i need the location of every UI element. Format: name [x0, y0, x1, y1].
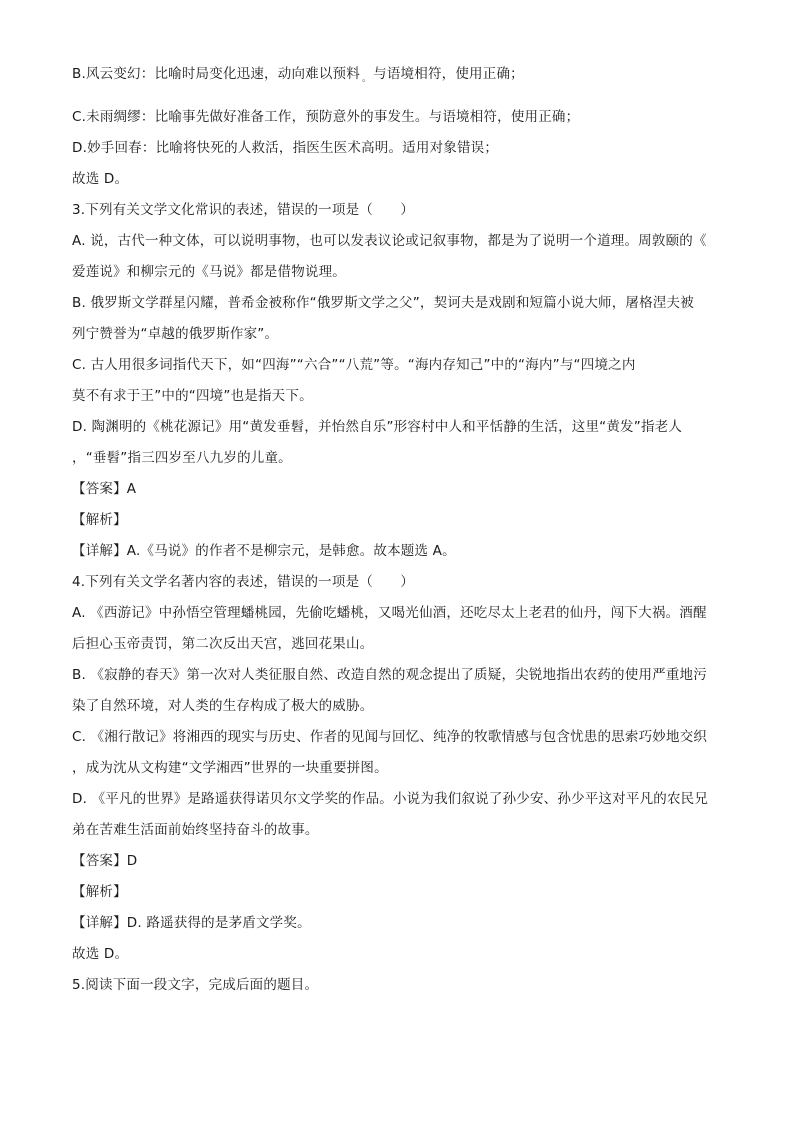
- conclusion-line: 故选 D。: [72, 946, 129, 962]
- text-span: B.风云变幻：比喻时局变化迅速，动向难以预料: [72, 66, 360, 82]
- question-4-option-c-line2: ，成为沈从文构建“文学湘西”世界的一块重要拼图。: [72, 760, 388, 776]
- analysis-label: 【解析】: [72, 512, 127, 528]
- option-c-explanation: C.未雨绸缪：比喻事先做好准备工作，预防意外的事发生。与语境相符，使用正确；: [72, 109, 580, 125]
- question-4-option-a-line1: A. 《西游记》中孙悟空管理蟠桃园，先偷吃蟠桃，又喝光仙酒，还吃尽太上老君的仙丹，闯下大祸。酒醒: [72, 605, 707, 621]
- question-3-option-d-line1: D. 陶渊明的《桃花源记》用“黄发垂髫，并怡然自乐”形容村中人和平恬静的生活，这里“黄发”指老人: [72, 419, 683, 435]
- question-3-option-a-line1: A. 说，古代一种文体，可以说明事物，也可以发表议论或记叙事物，都是为了说明一个道理。周敦颐的《: [72, 233, 707, 249]
- question-3-option-d-line2: ，“垂髫”指三四岁至八九岁的儿童。: [72, 450, 292, 466]
- conclusion-line: 故选 D。: [72, 171, 129, 187]
- question-3-stem: 3.下列有关文学文化常识的表述，错误的一项是（ ）: [72, 202, 415, 218]
- question-4-option-a-line2: 后担心玉帝责罚，第二次反出天宫，逃回花果山。: [72, 636, 374, 652]
- question-4-option-b-line2: 染了自然环境，对人类的生存构成了极大的威胁。: [72, 698, 374, 714]
- question-3-option-b-line2: 列宁赞誉为“卓越的俄罗斯作家”。: [72, 326, 279, 342]
- answer-label: 【答案】D: [72, 853, 138, 869]
- question-4-stem: 4.下列有关文学名著内容的表述，错误的一项是（ ）: [72, 574, 415, 590]
- question-4-option-b-line1: B. 《寂静的春天》第一次对人类征服自然、改造自然的观念提出了质疑，尖锐地指出农药的使用严重地污: [72, 667, 707, 683]
- punctuation-mark: 。: [361, 74, 372, 84]
- detail-explanation: 【详解】D. 路遥获得的是茅盾文学奖。: [72, 915, 311, 931]
- question-3-option-b-line1: B. 俄罗斯文学群星闪耀，普希金被称作“俄罗斯文学之父”，契诃夫是戏剧和短篇小说大师，屠格涅夫被: [72, 295, 694, 311]
- question-4-option-d-line2: 弟在苦难生活面前始终坚持奋斗的故事。: [72, 822, 319, 838]
- question-3-option-a-line2: 爱莲说》和柳宗元的《马说》都是借物说理。: [72, 264, 346, 280]
- text-span: 与语境相符，使用正确；: [373, 66, 524, 82]
- question-3-option-c-line2: 莫不有求于王”中的“四境”也是指天下。: [72, 388, 313, 404]
- question-3-option-c-line1: C. 古人用很多词指代天下，如“四海”“六合”“八荒”等。“海内存知己”中的“海内”与“四境之内: [72, 357, 636, 373]
- detail-explanation: 【详解】A.《马说》的作者不是柳宗元，是韩愈。故本题选 A。: [72, 543, 456, 559]
- question-4-option-d-line1: D. 《平凡的世界》是路遥获得诺贝尔文学奖的作品。小说为我们叙说了孙少安、孙少平这对平凡的农民兄: [72, 791, 709, 807]
- question-5-stem: 5.阅读下面一段文字，完成后面的题目。: [72, 977, 319, 993]
- question-4-option-c-line1: C. 《湘行散记》将湘西的现实与历史、作者的见闻与回忆、纯净的牧歌情感与包含忧患的思索巧妙地交织: [72, 729, 708, 745]
- document-page: [72, 64, 732, 995]
- analysis-label: 【解析】: [72, 884, 127, 900]
- option-b-explanation: [72, 64, 732, 89]
- option-d-explanation: D.妙手回春：比喻将快死的人救活，指医生医术高明。适用对象错误；: [72, 140, 499, 156]
- answer-label: 【答案】A: [72, 481, 137, 497]
